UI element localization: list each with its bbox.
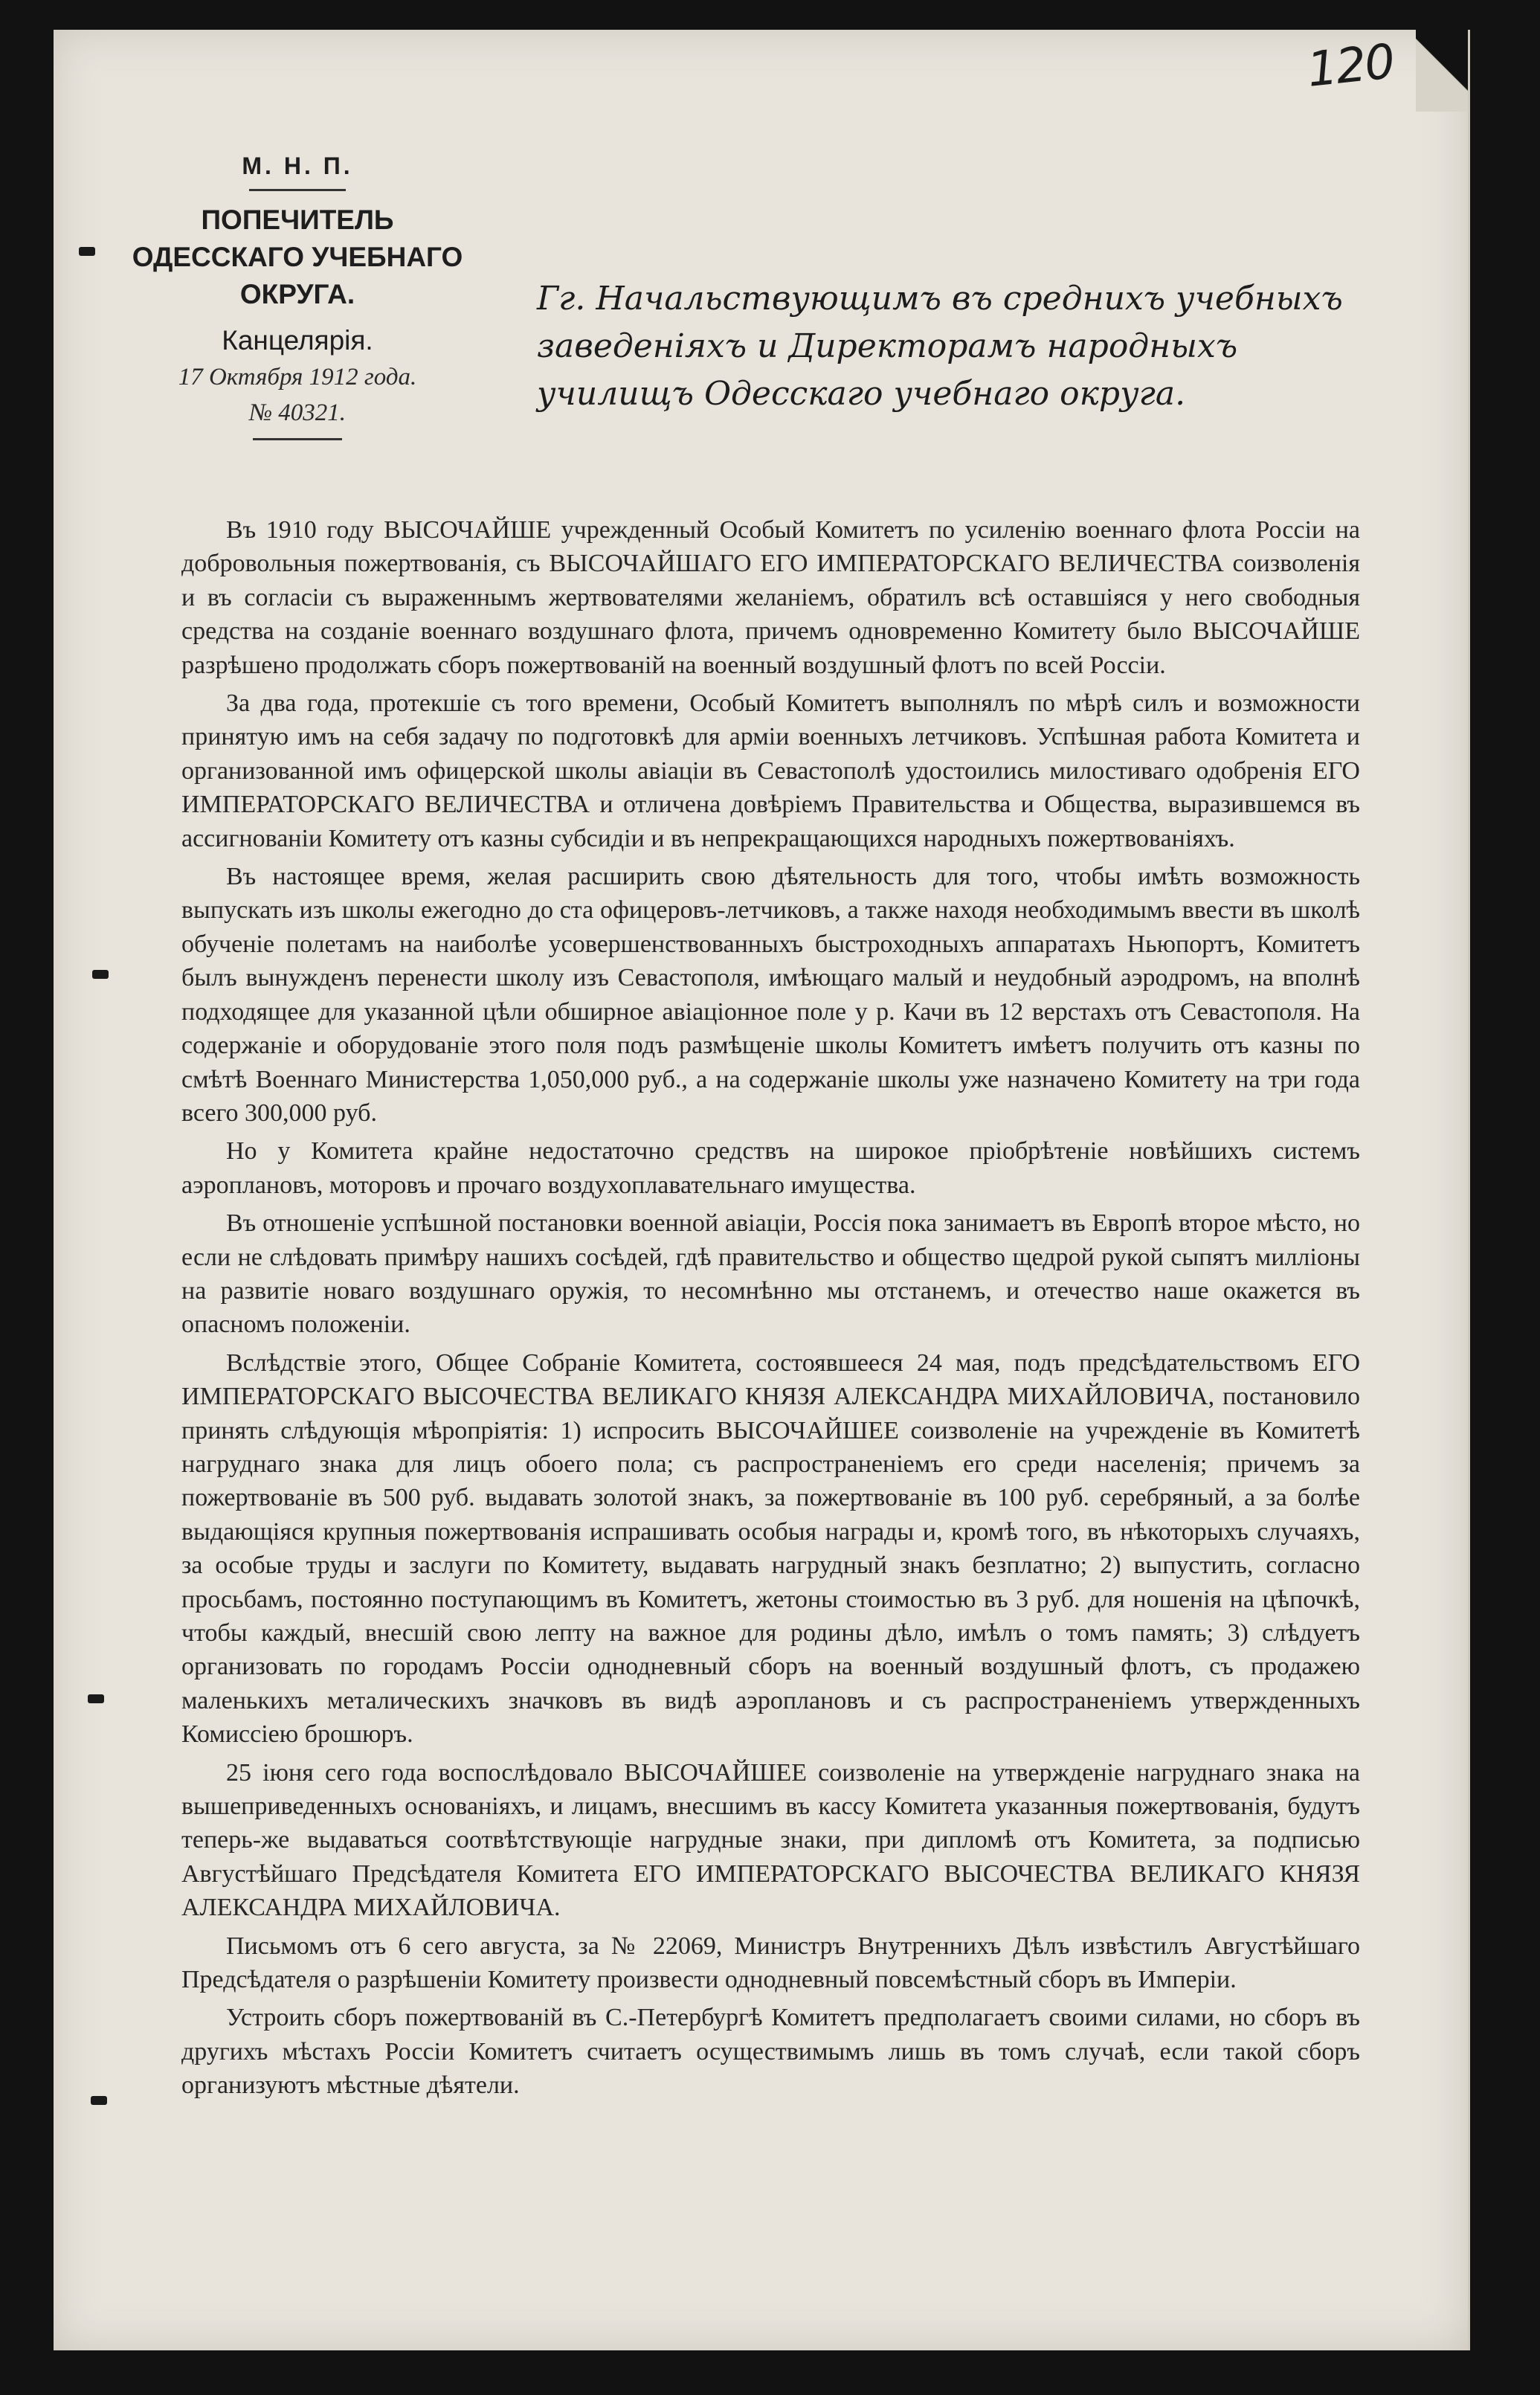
ministry-abbreviation: М. Н. П. — [242, 152, 353, 179]
binding-hole-mark — [88, 1694, 104, 1703]
letterhead-title-line: ПОПЕЧИТЕЛЬ — [201, 205, 394, 235]
document-date: 17 Октября 1912 года. — [178, 364, 417, 390]
addressee-block: Гг. Начальствующимъ въ среднихъ учебныхъ заведеніяхъ и Директорамъ народныхъ училищъ Одесскаго учебнаго округа. — [537, 280, 1343, 413]
letterhead-title-line: ОДЕССКАГО УЧЕБНАГО — [132, 242, 463, 272]
body-paragraph: 25 іюня сего года воспослѣдовало ВЫСОЧАЙШЕЕ соизволеніе на утвержденіе нагруднаго знака на вышеприведенныхъ основаніяхъ, и лицамъ, внесшимъ въ кассу Комитета указанныя пожертвованія, будутъ теперь-же выдаваться соотвѣтствующіе нагрудные знаки, при дипломѣ отъ Комитета, за подписью Августѣйшаго Предсѣдателя Комитета ЕГО ИМПЕРАТОРСКАГО ВЫСОЧЕСТВА ВЕЛИКАГО КНЯЗЯ АЛЕКСАНДРА МИХАЙЛОВИЧА. — [181, 1758, 1360, 1922]
document-number: № 40321. — [248, 399, 347, 426]
body-paragraph: Вслѣдствіе этого, Общее Собраніе Комитета, состоявшееся 24 мая, подъ предсѣдательствомъ ЕГО ИМПЕРАТОРСКАГО ВЫСОЧЕСТВА ВЕЛИКАГО КНЯЗЯ АЛЕКСАНДРА МИХАЙЛОВИЧА, постановило принять слѣдующія мѣропріятія: 1) испросить ВЫСОЧАЙШЕЕ соизволеніе на учрежденіе въ Комитетѣ нагруднаго знака для лицъ обоего пола; съ распространеніемъ его среди населенія; причемъ за пожертвованіе въ 500 руб. выдавать золотой знакъ, за пожертвованіе въ 100 руб. серебряный, а за болѣе выдающіяся крупныя пожертвованія испрашивать особыя награды и, кромѣ того, въ нѣкоторыхъ случаяхъ, за особые труды и заслуги по Комитету, выдавать нагрудный знакъ безплатно; 2) выпустить, согласно просьбамъ, постоянно поступающимъ въ Комитетъ, жетоны стоимостью въ 3 руб. для ношенія на цѣпочкѣ, чтобы каждый, внесшій свою лепту на важное для родины дѣло, имѣлъ о томъ память; 3) слѣдуетъ организовать по городамъ Россіи однодневный сборъ на военный воздушный флотъ, съ продажею маленькихъ металическихъ значковъ въ видѣ аэроплановъ и съ распространеніемъ утвержденныхъ Комиссіею брошюръ. — [181, 1348, 1360, 1749]
body-paragraph: За два года, протекшіе съ того времени, Особый Комитетъ выполнялъ по мѣрѣ силъ и возможности принятую имъ на себя задачу по подготовкѣ для арміи военныхъ летчиковъ. Успѣшная работа Комитета и организованной имъ офицерской школы авіаціи въ Севастополѣ удостоились милостиваго одобренія ЕГО ИМПЕРАТОРСКАГО ВЕЛИЧЕСТВА и отличена довѣріемъ Правительства и Общества, выразившемся въ ассигнованіи Комитету отъ казны субсидіи и въ непрекращающихся народныхъ пожертвованіяхъ. — [181, 689, 1360, 852]
divider — [253, 438, 342, 440]
body-paragraph: Въ настоящее время, желая расширить свою дѣятельность для того, чтобы имѣть возможность выпускать изъ школы ежегодно до ста офицеровъ-летчиковъ, а также находя необходимымъ ввести въ школѣ обученіе полетамъ на наиболѣе усовершенствованныхъ быстроходныхъ аппаратахъ Ньюпортъ, Комитетъ былъ вынужденъ перенести школу изъ Севастополя, имѣющаго малый и неудобный аэродромъ, на вполнѣ подходящее для указанной цѣли обширное авіаціонное поле у р. Качи въ 12 верстахъ отъ Севастополя. На содержаніе и оборудованіе этого поля подъ размѣщеніе школы Комитетъ имѣетъ получить отъ казны по смѣтѣ Военнаго Министерства 1,050,000 руб., а на содержаніе школы уже назначено Комитету на три года всего 300,000 руб. — [181, 863, 1360, 1127]
body-paragraph: Въ отношеніе успѣшной постановки военной авіаціи, Россія пока занимаетъ въ Европѣ второе мѣсто, но если не слѣдовать примѣру нашихъ сосѣдей, гдѣ правительство и общество щедрой рукой сыпятъ милліоны на развитіе новаго воздушнаго оружія, то несомнѣнно мы отстанемъ, и отечество наше окажется въ опасномъ положеніи. — [181, 1209, 1360, 1339]
archive-page-number: 120 — [1304, 34, 1396, 98]
body-paragraph: Но у Комитета крайне недостаточно средствъ на широкое пріобрѣтеніе новѣйшихъ системъ аэроплановъ, моторовъ и прочаго воздухоплавательнаго имущества. — [181, 1137, 1360, 1199]
letterhead — [126, 147, 468, 440]
divider — [249, 189, 346, 191]
binding-hole-mark — [91, 2096, 107, 2105]
body-paragraph: Устроить сборъ пожертвованій въ С.-Петербургѣ Комитетъ предполагаетъ своими силами, но сборъ въ другихъ мѣстахъ Россіи Комитетъ считаетъ осуществимымъ лишь въ томъ случаѣ, если такой сборъ организуютъ мѣстные дѣятели. — [181, 2004, 1360, 2100]
folded-corner — [1416, 30, 1468, 112]
binding-hole-mark — [92, 970, 109, 979]
office-name: Канцелярія. — [222, 325, 373, 356]
letterhead-title-line: ОКРУГА. — [239, 279, 355, 309]
binding-hole-mark — [79, 247, 95, 256]
letter-body — [181, 513, 1360, 2103]
body-paragraph: Въ 1910 году ВЫСОЧАЙШЕ учрежденный Особый Комитетъ по усиленію военнаго флота Россіи на добровольныя пожертвованія, съ ВЫСОЧАЙШАГО ЕГО ИМПЕРАТОРСКАГО ВЕЛИЧЕСТВА соизволенія и въ согласіи съ выраженнымъ жертвователями желаніемъ, обратилъ всѣ оставшіяся у него свободныя средства на созданіе военнаго воздушнаго флота, причемъ одновременно Комитету было ВЫСОЧАЙШЕ разрѣшено продолжать сборъ пожертвованій на военный воздушный флотъ по всей Россіи. — [181, 516, 1360, 679]
body-paragraph: Письмомъ отъ 6 сего августа, за № 22069, Министръ Внутреннихъ Дѣлъ извѣстилъ Августѣйшаго Предсѣдателя о разрѣшеніи Комитету произвести однодневный повсемѣстный сборъ въ Имперіи. — [181, 1932, 1360, 1994]
